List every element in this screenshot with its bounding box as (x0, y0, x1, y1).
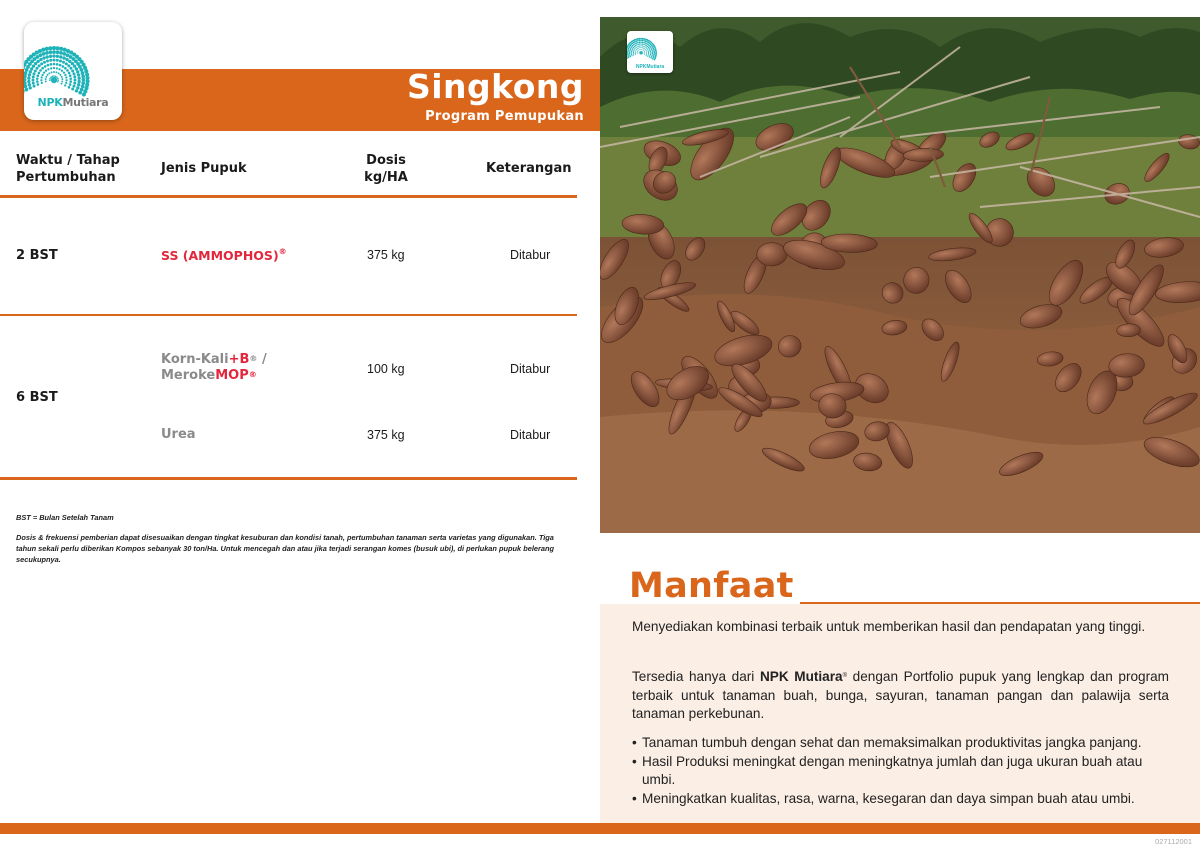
meroke-text: Meroke (161, 368, 216, 383)
p2-brand: NPK Mutiara (759, 669, 843, 684)
row1-stage: 2 BST (16, 248, 58, 263)
row2-dose-c: 375 kg (367, 428, 405, 442)
manfaat-paragraph-2 (632, 668, 1169, 724)
manfaat-divider (800, 602, 1200, 604)
list-item: • Meningkatkan kualitas, rasa, warna, kesegaran dan daya simpan buah atau umbi. (632, 790, 1169, 809)
col-header-fert: Jenis Pupuk (161, 161, 247, 176)
col-header-stage-l2: Pertumbuhan (16, 170, 116, 185)
row2-fert-a-line1 (161, 352, 267, 368)
cassava-photo (600, 17, 1200, 533)
korn-kali-text: Korn-Kali (161, 352, 229, 367)
list-item: • Hasil Produksi meningkat dengan meningkatnya jumlah dan juga ukuran buah atau umbi. (632, 753, 1169, 790)
row2-dose-a: 100 kg (367, 362, 405, 376)
mop-text: MOP (215, 368, 249, 383)
col-header-dose-l1: Dosis (366, 153, 406, 168)
reg-mark: ® (248, 370, 257, 379)
bst-legend: BST = Bulan Setelah Tanam (16, 513, 114, 522)
list-item: • Tanaman tumbuh dengan sehat dan memaksimalkan produktivitas jangka panjang. (632, 734, 1169, 753)
manfaat-paragraph-1: Menyediakan kombinasi terbaik untuk memberikan hasil dan pendapatan yang tinggi. (632, 619, 1146, 634)
row2-fert-c: Urea (161, 427, 196, 442)
brand-logo (24, 22, 122, 120)
table-header-divider (0, 195, 577, 198)
row2-fert-a-line2 (161, 368, 267, 384)
manfaat-title: Manfaat (629, 566, 794, 606)
footer-bar (0, 823, 1200, 834)
p2-post: dengan Portfolio pupuk yang lengkap dan program terbaik untuk tanaman buah, bunga, sayuran, tanaman pangan dan palawija serta tanaman perkebunan. (632, 669, 1169, 721)
logo-npk: NPK (37, 96, 63, 109)
logo-mutiara: Mutiara (62, 96, 109, 109)
reg-mark: ® (278, 247, 287, 256)
manfaat-benefits-list (632, 734, 1169, 808)
fert-separator: / (257, 352, 267, 367)
photo-logo-npk: NPK (635, 64, 647, 70)
row1-fert (161, 248, 287, 263)
row1-note: Ditabur (510, 248, 551, 262)
reg-mark: ® (249, 354, 258, 363)
reg-mark: ® (842, 673, 848, 679)
cassava-harvest-image (600, 17, 1200, 533)
document-code: 027112001 (1155, 837, 1192, 846)
row2-fert-a (161, 352, 267, 384)
p2-pre: Tersedia hanya dari (632, 669, 760, 684)
dosage-note: Dosis & frekuensi pemberian dapat disesuaikan dengan tingkat kesuburan dan kondisi tanah, pertumbuhan tanaman serta varietas yang digunakan. Tiga tahun sekali perlu diberikan Kompos sebanyak 30 ton/Ha. Untuk mencegah dan atau jika terjadi serangan komes (busuk ubi), di perlukan pupuk belerang secukupnya. (16, 533, 555, 564)
row2-note-c: Ditabur (510, 428, 551, 442)
col-header-note: Keterangan (486, 161, 572, 176)
logo-wordmark (24, 96, 122, 109)
photo-logo-mutiara: Mutiara (646, 64, 665, 70)
col-header-dose (360, 152, 412, 186)
page-subtitle: Program Pemupukan (425, 109, 584, 124)
row-divider (0, 314, 577, 316)
col-header-dose-l2: kg/HA (364, 170, 408, 185)
photo-logo-wordmark (627, 64, 673, 70)
col-header-stage (16, 152, 120, 186)
col-header-stage-l1: Waktu / Tahap (16, 153, 120, 168)
korn-kali-b-text: +B (228, 352, 250, 367)
row1-fert-text: SS (AMMOPHOS) (161, 248, 279, 263)
table-bottom-divider (0, 477, 577, 480)
page-title: Singkong (406, 67, 584, 106)
row2-stage: 6 BST (16, 390, 58, 405)
logo-dots-icon (627, 31, 673, 65)
row1-dose: 375 kg (367, 248, 405, 262)
row2-note-a: Ditabur (510, 362, 551, 376)
photo-brand-logo (627, 31, 673, 73)
